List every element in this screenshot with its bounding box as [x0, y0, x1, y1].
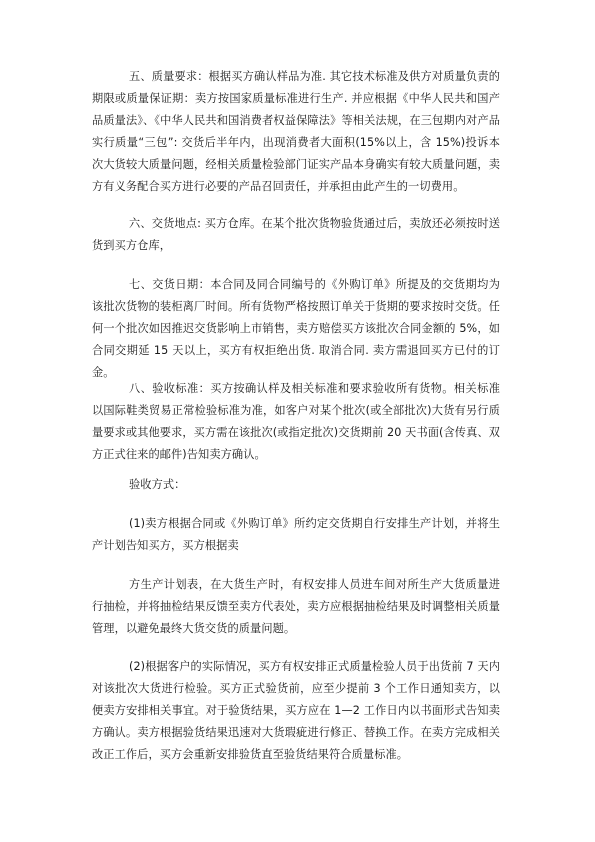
clause-6-delivery-location: 六、交货地点: 买方仓库。在某个批次货物验货通过后，卖放还必须按时送货到买方仓库， [92, 217, 500, 252]
clause-5-quality-requirements: 五、质量要求：根据买方确认样品为准. 其它技术标准及供方对质量负责的期限或质量保证期：卖方按国家质量标准进行生产. 并应根据《中华人民共和国产品质量法》、《中华人民共和国消费者权益保障法》等相关法规，在三包期内对产品实行质量“三包”: 交货后半年内，出现消费者大面积(15%以上，含 15%)投诉本次大货较大质量问题，经相关质量检验部门证实产品本身确实有较大质量问题，卖方有义务配合买方进行必要的产品召回责任，并承担由此产生的一切费用。 [92, 70, 500, 193]
acceptance-method-item-2: (2)根据客户的实际情况，买方有权安排正式质量检验人员于出货前 7 天内对该批次大货进行检验。买方正式验货前，应至少提前 3 个工作日通知卖方，以便卖方安排相关事宜。对于验货结果，买方应在 1—2 工作日内以书面形式告知卖方确认。卖方根据验货结果迅速对大货瑕疵进行修正、替换工作。在卖方完成相关改正工作后，买方会重新安排验货直至验货结果符合质量标准。 [92, 660, 500, 761]
acceptance-method-heading: 验收方式： [129, 478, 186, 491]
clause-8-acceptance-standard: 八、验收标准：买方按确认样及相关标准和要求验收所有货物。相关标准以国际鞋类贸易正常检验标准为准，如客户对某个批次(或全部批次)大货有另行质量要求或其他要求，买方需在该批次(或指定批次)交货期前 20 天书面(含传真、双方正式往来的邮件)告知卖方确认。 [92, 382, 500, 461]
clause-7-delivery-date: 七、交货日期：本合同及同合同编号的《外购订单》所提及的交货期均为该批次货物的装柜离厂时间。所有货物严格按照订单关于货期的要求按时交货。任何一个批次如因推迟交货影响上市销售，卖方赔偿买方该批次合同金额的 5%，如合同交期延 15 天以上，买方有权拒绝出货. 取消合同. 卖方需退回买方已付的订金。 [92, 278, 500, 379]
acceptance-method-item-1-continued: 方生产计划表，在大货生产时，有权安排人员进车间对所生产大货质量进行抽检，并将抽检结果反馈至卖方代表处，卖方应根据抽检结果及时调整相关质量管理，以避免最终大货交货的质量问题。 [92, 578, 500, 635]
acceptance-method-item-1: (1)卖方根据合同或《外购订单》所约定交货期自行安排生产计划，并将生产计划告知买方，买方根据卖 [92, 517, 500, 552]
